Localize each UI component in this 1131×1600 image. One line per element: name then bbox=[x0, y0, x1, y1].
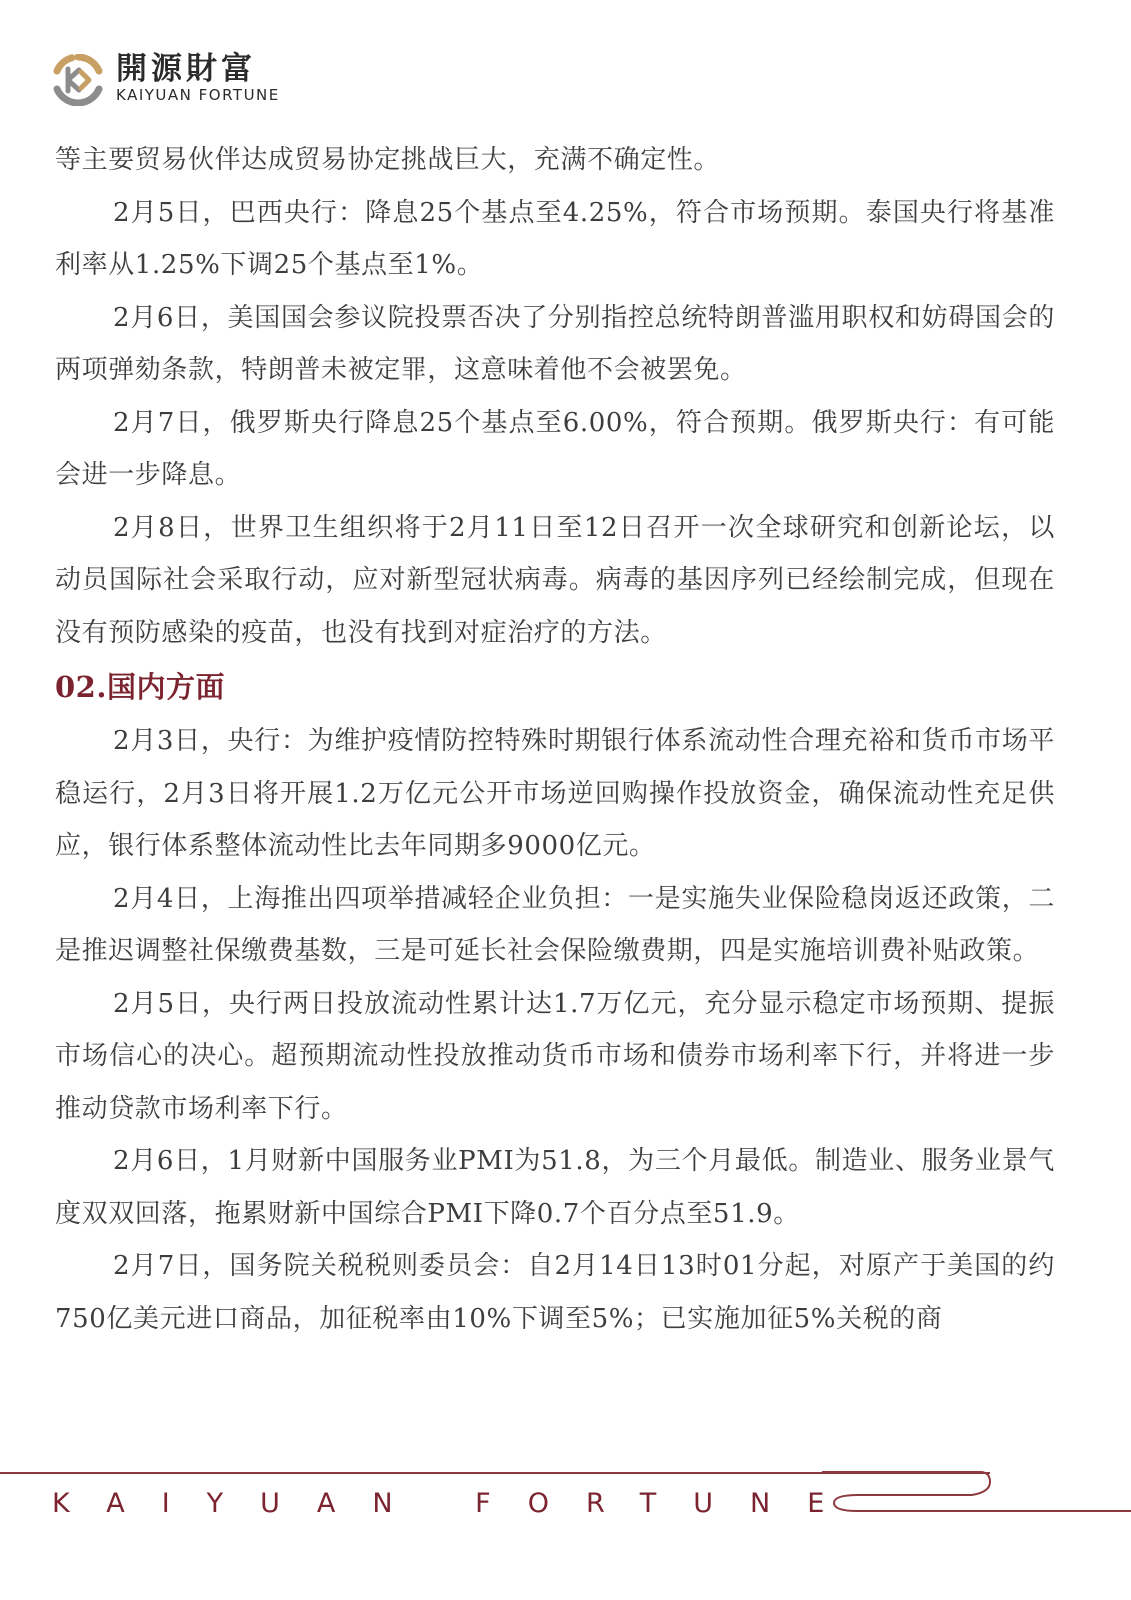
paragraph-feb5-liquidity: 2月5日，央行两日投放流动性累计达1.7万亿元，充分显示稳定市场预期、提振市场信心的决心。超预期流动性投放推动货币市场和债券市场利率下行，并将进一步推动贷款市场利率下行。 bbox=[55, 988, 1055, 1124]
brand-name-english: KAIYUAN FORTUNE bbox=[116, 86, 280, 104]
footer-brand-text: KAIYUAN FORTUNE bbox=[52, 1488, 862, 1519]
paragraph-feb7-tariff: 2月7日，国务院关税税则委员会：自2月14日13时01分起，对原产于美国的约750亿美元进口商品，加征税率由10%下调至5%；已实施加征5%关税的商 bbox=[55, 1251, 1055, 1334]
paragraph-feb6-senate: 2月6日，美国国会参议院投票否决了分别指控总统特朗普滥用职权和妨碍国会的两项弹劾条款，特朗普未被定罪，这意味着他不会被罢免。 bbox=[55, 302, 1055, 385]
paragraph-feb5-brazil: 2月5日，巴西央行：降息25个基点至4.25%，符合市场预期。泰国央行将基准利率从1.25%下调25个基点至1%。 bbox=[55, 197, 1055, 280]
brand-name-chinese: 開源財富 bbox=[116, 51, 256, 87]
article-body bbox=[55, 134, 1055, 1345]
paragraph-feb8-who: 2月8日，世界卫生组织将于2月11日至12日召开一次全球研究和创新论坛，以动员国际社会采取行动，应对新型冠状病毒。病毒的基因序列已经绘制完成，但现在没有预防感染的疫苗，也没有找到对症治疗的方法。 bbox=[55, 512, 1055, 648]
footer-swoosh-icon bbox=[822, 1468, 1131, 1528]
paragraph-feb7-russia: 2月7日，俄罗斯央行降息25个基点至6.00%，符合预期。俄罗斯央行：有可能会进一步降息。 bbox=[55, 407, 1055, 490]
paragraph-continuation: 等主要贸易伙伴达成贸易协定挑战巨大，充满不确定性。 bbox=[55, 145, 721, 175]
kaiyuan-logo-icon bbox=[52, 54, 104, 106]
section-heading-domestic: 02.国内方面 bbox=[55, 670, 225, 704]
paragraph-feb3-pboc: 2月3日，央行：为维护疫情防控特殊时期银行体系流动性合理充裕和货币市场平稳运行，2月3日将开展1.2万亿元公开市场逆回购操作投放资金，确保流动性充足供应，银行体系整体流动性比去年同期多9000亿元。 bbox=[55, 726, 1055, 861]
paragraph-feb4-shanghai: 2月4日，上海推出四项举措减轻企业负担：一是实施失业保险稳岗返还政策，二是推迟调整社保缴费基数，三是可延长社会保险缴费期，四是实施培训费补贴政策。 bbox=[55, 883, 1055, 966]
paragraph-feb6-pmi: 2月6日，1月财新中国服务业PMI为51.8，为三个月最低。制造业、服务业景气度双双回落，拖累财新中国综合PMI下降0.7个百分点至51.9。 bbox=[55, 1146, 1055, 1229]
